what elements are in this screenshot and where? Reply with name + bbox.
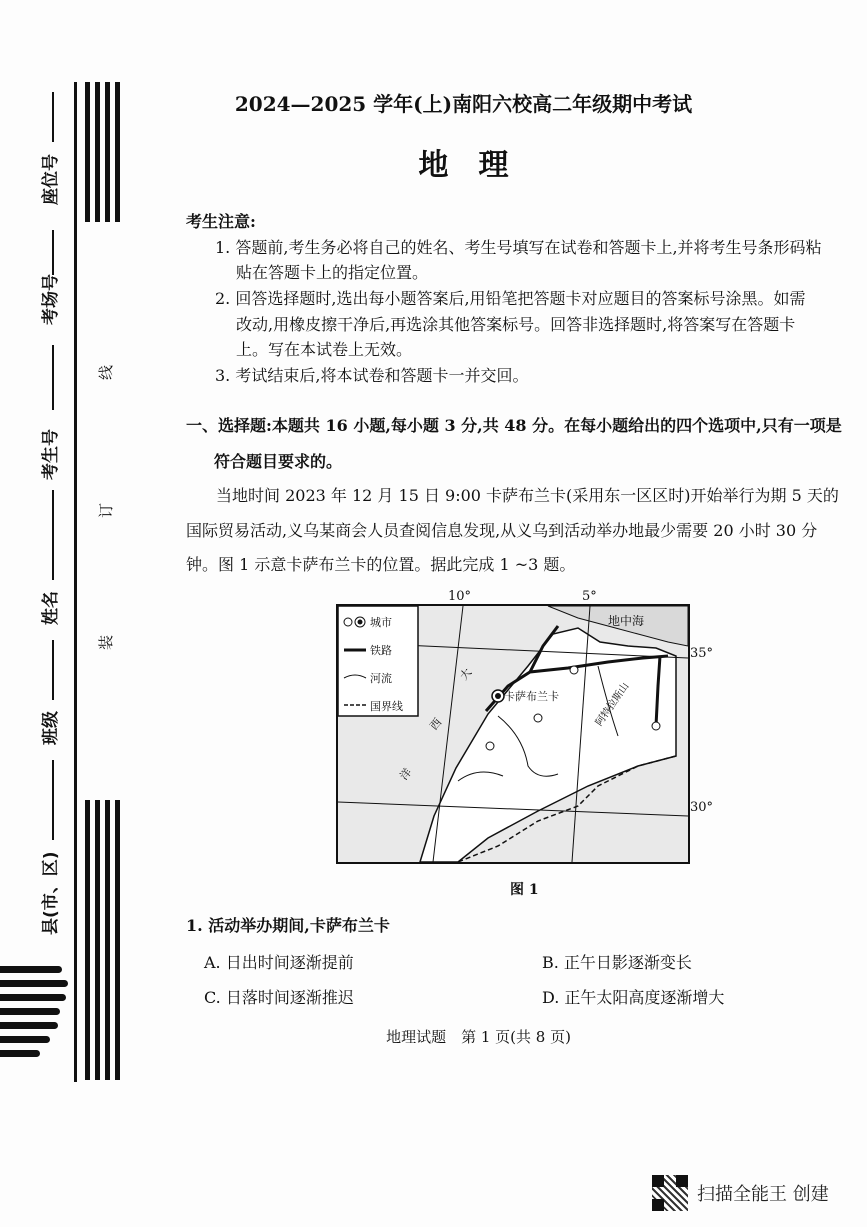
- question-1-option-a: A. 日出时间逐渐提前: [204, 953, 354, 972]
- legend-city-label: 城市: [370, 616, 392, 629]
- section-1-instruction-line-1: 一、选择题:本题共 16 小题,每小题 3 分,共 48 分。在每小题给出的四个选项中,只有一项是: [186, 416, 842, 435]
- scan-edge-stripe: [0, 994, 66, 1001]
- county-blank: [52, 760, 54, 840]
- county-label: 县(市、区): [41, 851, 61, 935]
- ocean-char: 大: [457, 665, 475, 683]
- ocean-char: 洋: [397, 765, 415, 783]
- legend-capital-dot: [358, 620, 363, 625]
- section-1-instruction-line-2: 符合题目要求的。: [214, 452, 343, 471]
- class-label: 班级: [41, 711, 61, 745]
- ocean-char: 西: [427, 715, 445, 733]
- passage-line-3: 钟。图 1 示意卡萨布兰卡的位置。据此完成 1 ~3 题。: [186, 555, 576, 574]
- city-marker: [486, 742, 494, 750]
- lat-35-label: 35°: [690, 646, 714, 661]
- class-blank: [52, 640, 54, 700]
- legend-city-icon: [344, 618, 352, 626]
- scan-edge-stripe: [0, 980, 68, 987]
- figure-caption: 图 1: [510, 882, 539, 898]
- subject-title: 地理: [418, 148, 539, 183]
- room-label: 考场号: [41, 274, 61, 325]
- city-marker: [652, 722, 660, 730]
- exam-title: 2024—2025 学年(上)南阳六校高二年级期中考试: [234, 92, 693, 116]
- notice-item-1-line-2: 贴在答题卡上的指定位置。: [236, 263, 429, 282]
- binding-line-char: 线: [97, 364, 116, 381]
- exam-no-label: 考生号: [41, 429, 61, 480]
- passage-line-2: 国际贸易活动,义乌某商会人员查阅信息发现,从义乌到活动举办地最少需要 20 小时 30 分: [186, 521, 818, 540]
- page-footer: 地理试题 第 1 页(共 8 页): [386, 1028, 571, 1046]
- map-figure: [336, 604, 690, 864]
- mountain-label: 阿特拉斯山: [593, 681, 632, 729]
- qr-code-icon: [652, 1175, 688, 1211]
- name-blank: [52, 490, 54, 580]
- scan-edge-stripe: [0, 966, 62, 973]
- sea-label: 地中海: [608, 614, 645, 628]
- legend-border-label: 国界线: [370, 700, 403, 713]
- notice-item-2-line-2: 改动,用橡皮擦干净后,再选涂其他答案标号。回答非选择题时,将答案写在答题卡: [236, 315, 796, 334]
- question-1-stem: 1. 活动举办期间,卡萨布兰卡: [186, 916, 390, 935]
- scan-edge-stripe: [0, 1050, 40, 1057]
- casablanca-label: 卡萨布兰卡: [504, 690, 559, 703]
- question-1-option-c: C. 日落时间逐渐推迟: [204, 988, 354, 1007]
- notice-item-2-line-3: 上。写在本试卷上无效。: [236, 340, 413, 359]
- room-blank: [52, 230, 54, 275]
- city-marker: [570, 666, 578, 674]
- question-1-option-d: D. 正午太阳高度逐渐增大: [542, 988, 725, 1007]
- notice-heading: 考生注意:: [186, 212, 256, 231]
- binding-zhuang-char: 装: [97, 634, 116, 651]
- name-label: 姓名: [41, 591, 61, 625]
- lat-30-label: 30°: [690, 800, 714, 815]
- notice-item-2-line-1: 2. 回答选择题时,选出每小题答案后,用铅笔把答题卡对应题目的答案标号涂黑。如需: [215, 289, 806, 308]
- legend-river-label: 河流: [370, 672, 392, 685]
- question-1-option-b: B. 正午日影逐渐变长: [542, 953, 692, 972]
- binding-ding-char: 订: [97, 502, 116, 519]
- casablanca-capital-dot: [495, 693, 501, 699]
- exam-no-blank: [52, 345, 54, 410]
- scanner-watermark: 扫描全能王 创建: [697, 1184, 829, 1205]
- notice-item-1-line-1: 1. 答题前,考生务必将自己的姓名、考生号填写在试卷和答题卡上,并将考生号条形码粘: [215, 238, 822, 257]
- lon-5-label: 5°: [582, 589, 597, 604]
- passage-line-1: 当地时间 2023 年 12 月 15 日 9:00 卡萨布兰卡(采用东一区区时)开始举行为期 5 天的: [216, 486, 839, 505]
- lon-10-label: 10°: [448, 589, 472, 604]
- seat-label: 座位号: [41, 154, 61, 205]
- notice-item-3: 3. 考试结束后,将本试卷和答题卡一并交回。: [215, 366, 529, 385]
- scan-edge-stripe: [0, 1008, 60, 1015]
- binding-line: [74, 82, 77, 1082]
- legend-railway-label: 铁路: [370, 644, 392, 657]
- city-marker: [534, 714, 542, 722]
